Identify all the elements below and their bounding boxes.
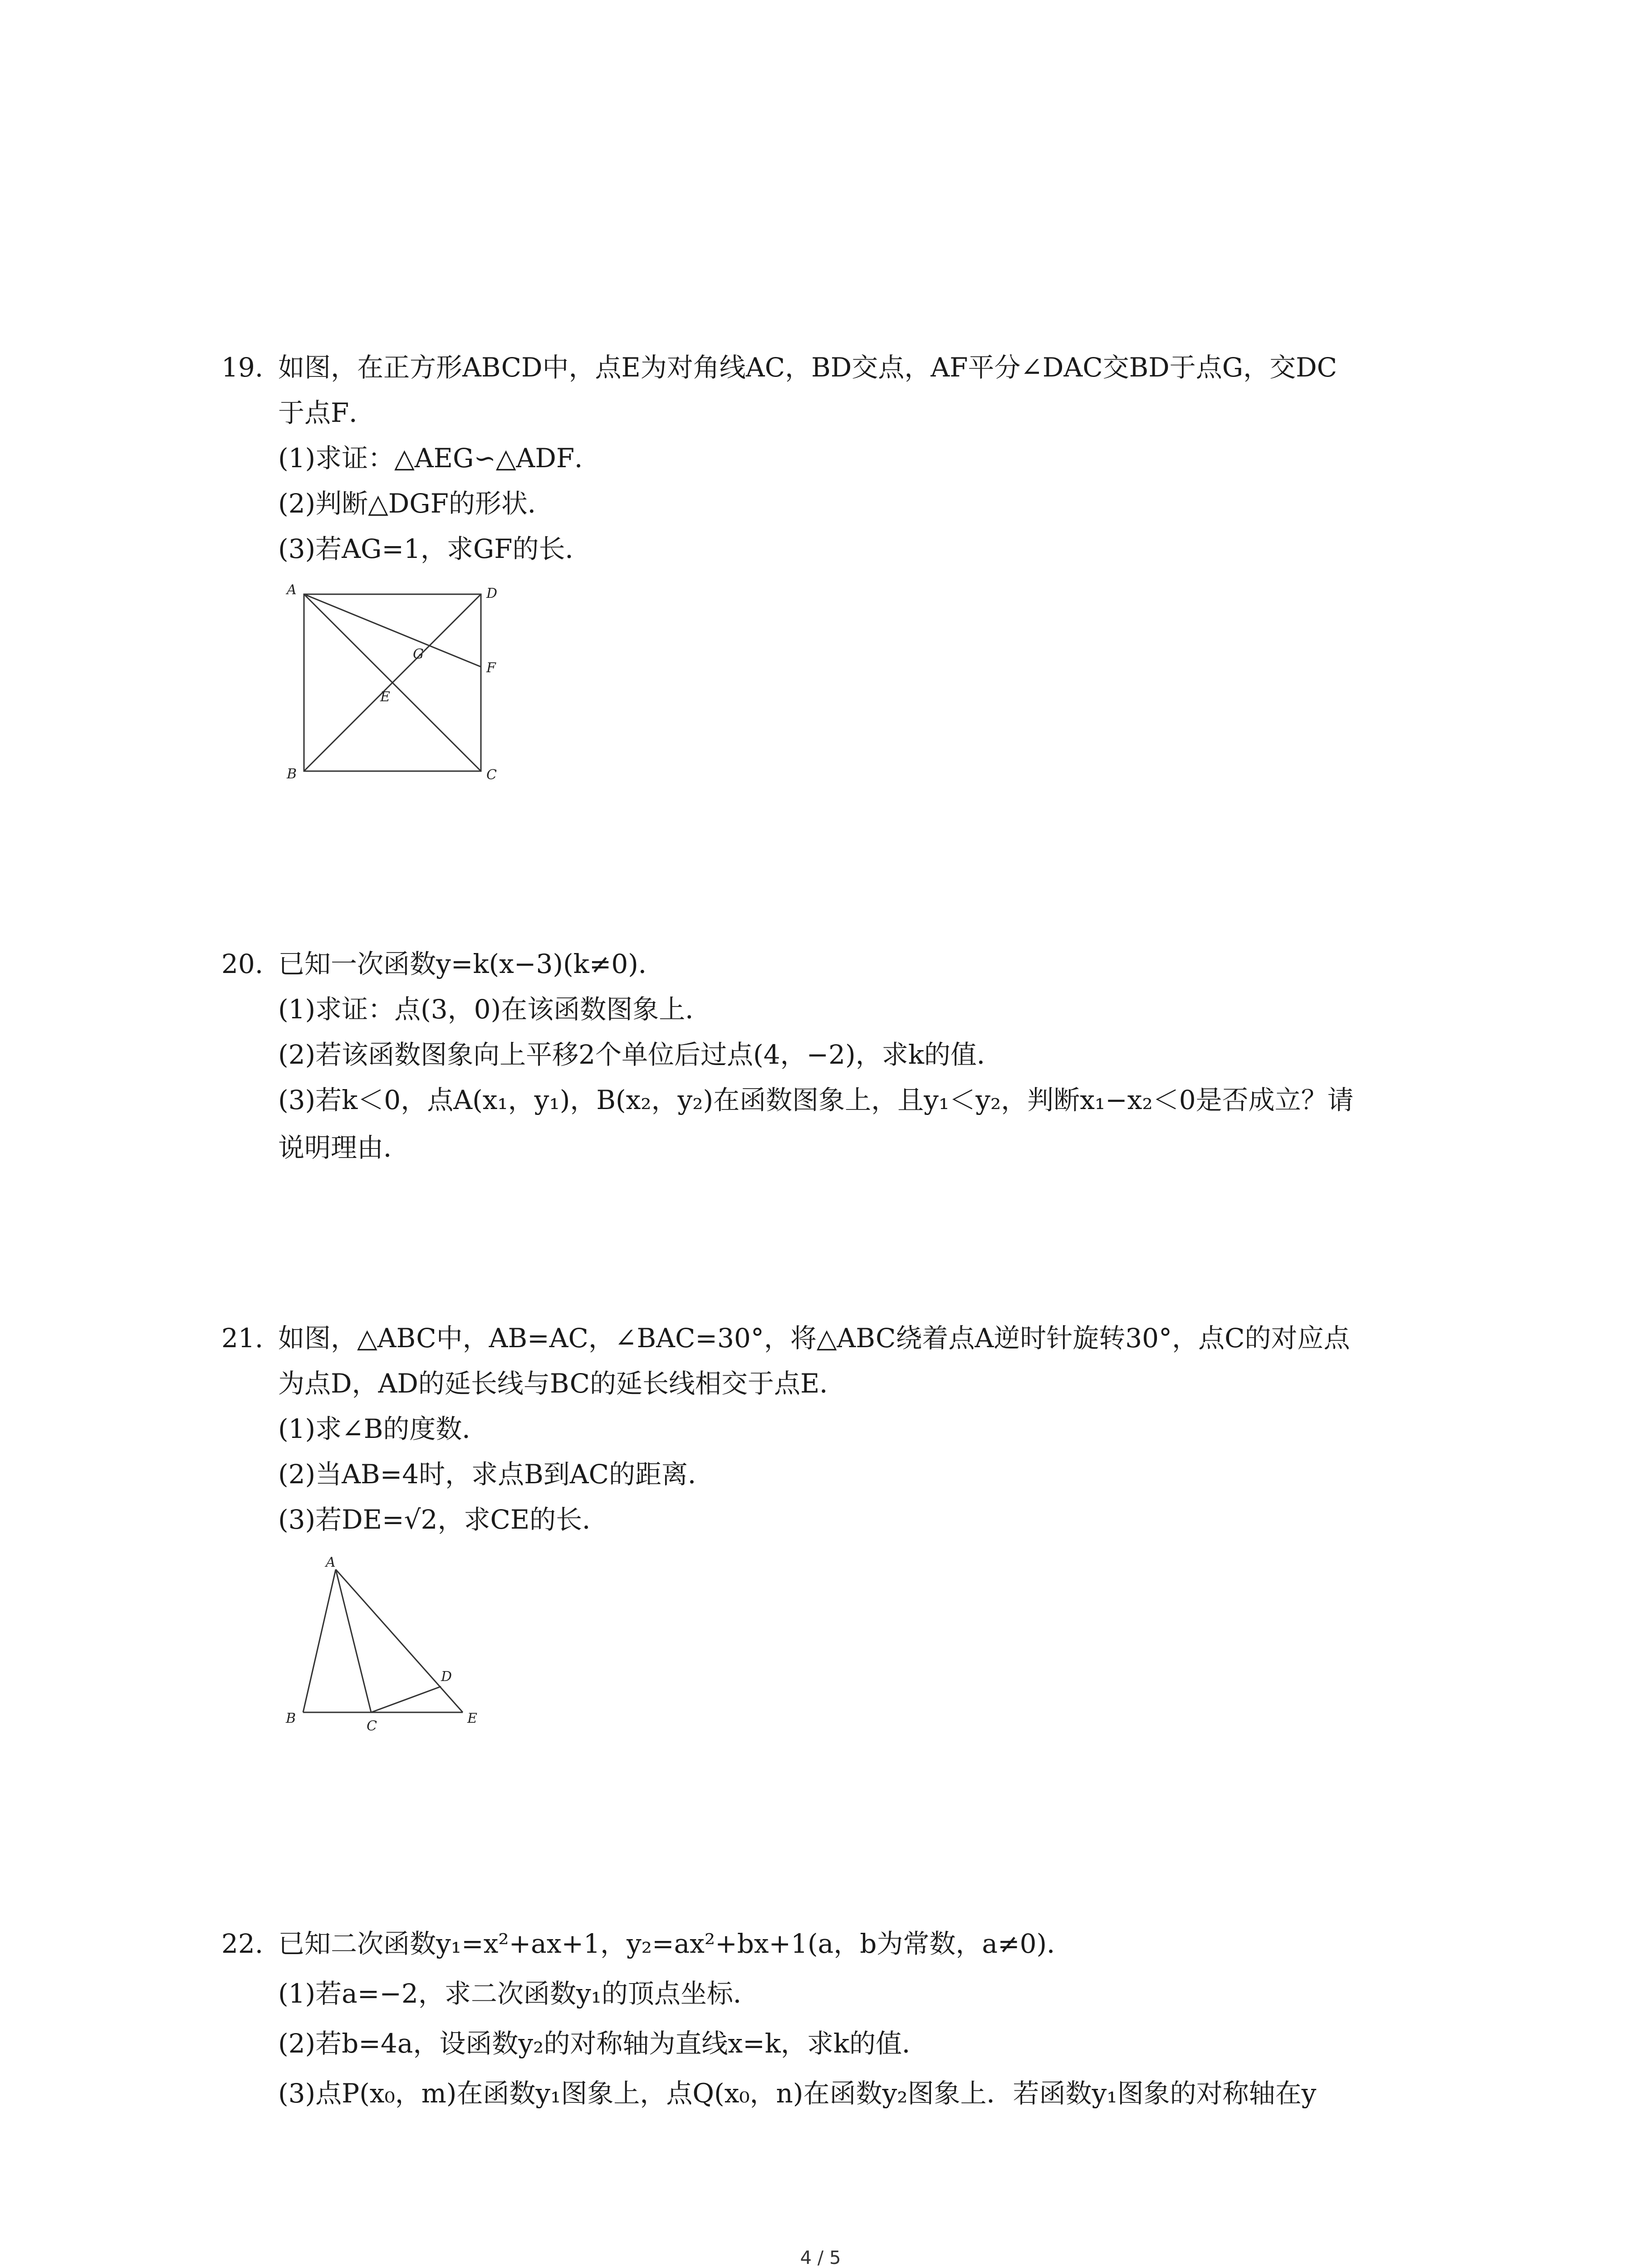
figure-square-abcd — [277, 576, 513, 780]
label-g: G — [413, 646, 424, 662]
label-d: D — [441, 1669, 452, 1685]
sub-question-2: (2)判断△DGF的形状． — [278, 488, 554, 519]
label-a: A — [287, 582, 297, 598]
label-a: A — [326, 1554, 336, 1570]
label-f: F — [486, 660, 496, 676]
question-number: 20. — [221, 948, 264, 979]
question-stem: 如图，△ABC中，AB=AC，∠BAC=30°，将△ABC绕着点A逆时针旋转30°，点C的对应点 — [278, 1323, 1350, 1354]
question-stem: 已知二次函数y₁=x²+ax+1，y₂=ax²+bx+1(a，b为常数，a≠0)． — [278, 1928, 1073, 1959]
sub-question-2: (2)若b=4a，设函数y₂的对称轴为直线x=k，求k的值． — [278, 2028, 928, 2059]
sub-question-3: (3)若AG=1，求GF的长． — [278, 533, 592, 564]
sub-question-3: (3)若k＜0，点A(x₁，y₁)，B(x₂，y₂)在函数图象上，且y₁＜y₂，判断x₁−x₂＜0是否成立？请 — [278, 1085, 1354, 1115]
sub-question-1: (1)求证：△AEG∽△ADF． — [278, 443, 601, 474]
figure-triangle-abc — [272, 1551, 499, 1742]
sub-question-2: (2)当AB=4时，求点B到AC的距离． — [278, 1459, 715, 1490]
sub-question-2: (2)若该函数图象向上平移2个单位后过点(4，−2)，求k的值． — [278, 1039, 1003, 1070]
question-stem-cont: 于点F． — [278, 397, 376, 428]
question-number: 21. — [221, 1323, 264, 1354]
question-stem-cont: 为点D，AD的延长线与BC的延长线相交于点E． — [278, 1368, 846, 1399]
sub-question-1: (1)求证：点(3，0)在该函数图象上． — [278, 994, 712, 1025]
label-c: C — [367, 1718, 377, 1734]
sub-question-3: (3)点P(x₀，m)在函数y₁图象上，点Q(x₀，n)在函数y₂图象上．若函数y₁图象的对称轴在y — [278, 2078, 1317, 2109]
sub-question-3: (3)若DE=√2，求CE的长． — [278, 1504, 609, 1535]
label-e: E — [380, 689, 390, 705]
question-stem: 如图，在正方形ABCD中，点E为对角线AC，BD交点，AF平分∠DAC交BD于点G，交DC — [278, 352, 1337, 383]
sub-question-1: (1)若a=−2，求二次函数y₁的顶点坐标． — [278, 1978, 759, 2009]
sub-question-1: (1)求∠B的度数． — [278, 1413, 489, 1444]
question-number: 19. — [221, 352, 264, 383]
label-c: C — [486, 767, 497, 780]
label-d: D — [486, 586, 498, 601]
label-b: B — [287, 766, 297, 780]
sub-question-3-cont: 说明理由． — [278, 1132, 410, 1163]
question-stem: 已知一次函数y=k(x−3)(k≠0)． — [278, 948, 665, 979]
label-b: B — [286, 1711, 296, 1726]
question-number: 22. — [221, 1928, 264, 1959]
page-number: 4 / 5 — [800, 2248, 841, 2268]
label-e: E — [467, 1711, 477, 1726]
